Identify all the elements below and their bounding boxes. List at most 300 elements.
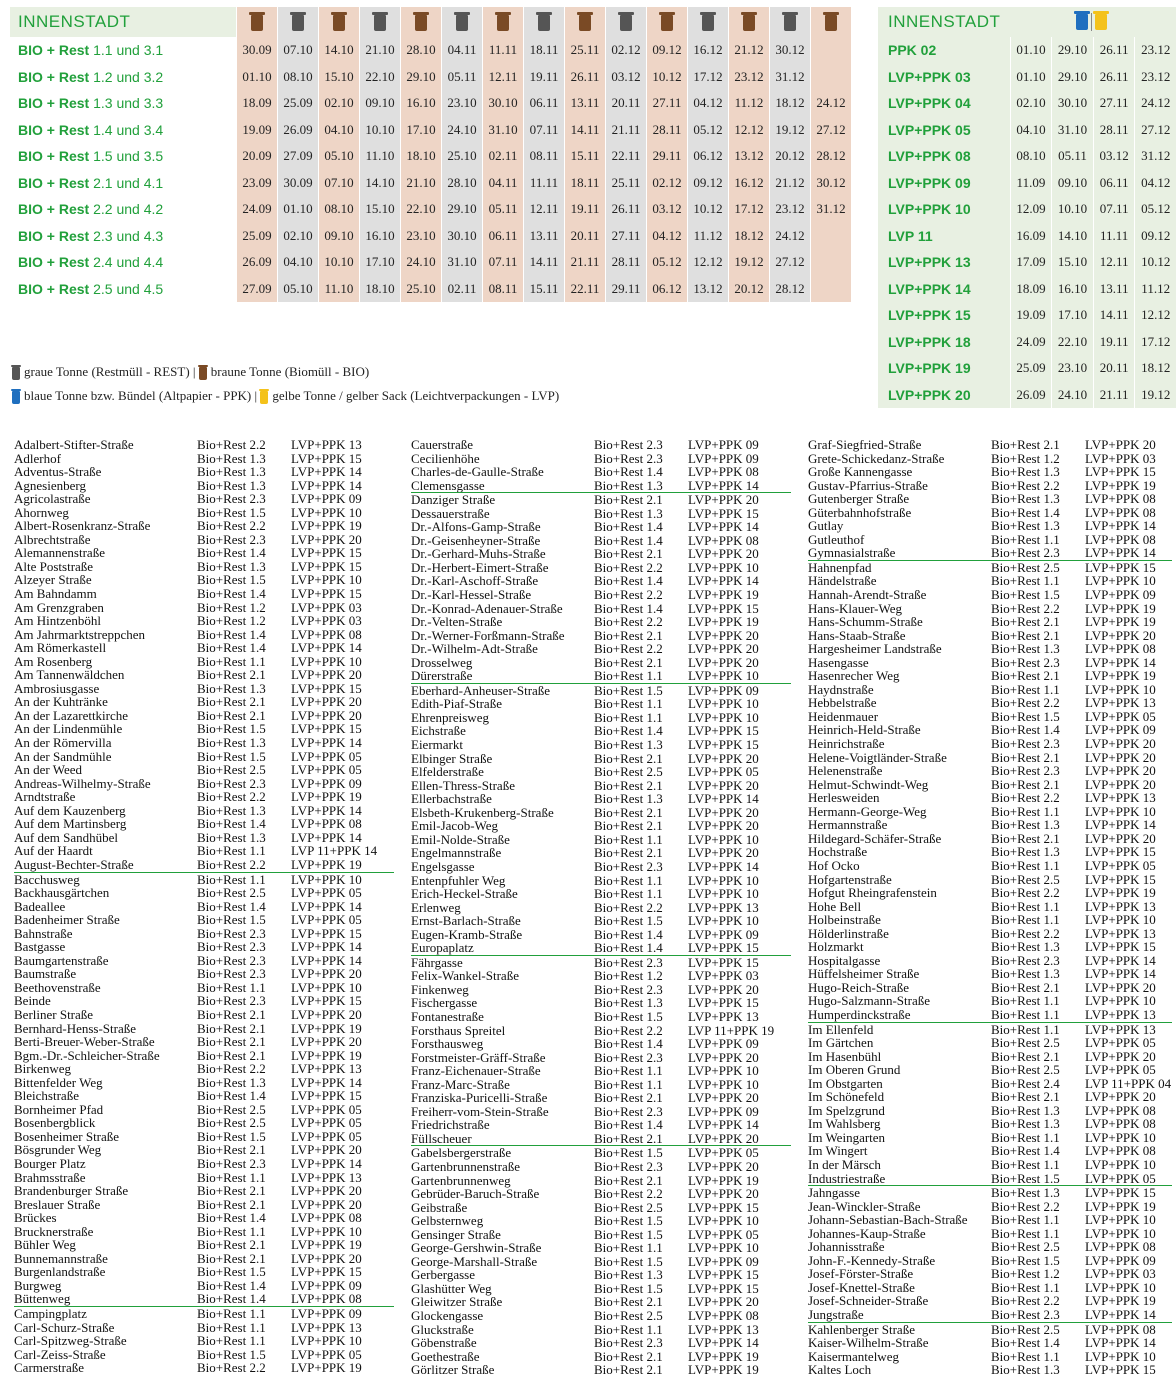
- lvp-ppk-zone: LVP+PPK 20: [1085, 749, 1156, 765]
- street-list-item: [808, 602, 1172, 616]
- lvp-ppk-zone: LVP+PPK 05: [291, 912, 362, 928]
- street-list-item: [14, 872, 394, 887]
- lvp-ppk-zone: LVP+PPK 15: [1085, 844, 1156, 860]
- row-label: LVP+PPK 19: [888, 360, 971, 377]
- bio-rest-zone: Bio+Rest 1.1: [197, 1223, 266, 1239]
- date-cell: 02.11: [482, 143, 523, 170]
- street-name: Hofgartenstraße: [808, 871, 892, 887]
- street-name: Albrechtstraße: [14, 531, 91, 547]
- street-name: Entenpfuhler Weg: [411, 872, 506, 888]
- street-list-item: [808, 832, 1172, 846]
- street-list-item: [808, 588, 1172, 602]
- street-list-column-2: [411, 438, 791, 1377]
- date-cell: [810, 249, 851, 276]
- street-name: Dessauerstraße: [411, 505, 490, 521]
- street-name: Bosenheimer Straße: [14, 1128, 120, 1144]
- lvp-ppk-zone: LVP+PPK 19: [291, 1020, 362, 1036]
- bin-header-cell: [810, 7, 851, 37]
- street-name: Franz-Marc-Straße: [411, 1076, 510, 1092]
- street-list-item: [14, 1238, 394, 1252]
- lvp-ppk-zone: LVP+PPK 15: [1085, 559, 1156, 575]
- bio-rest-zone: Bio+Rest 2.3: [991, 736, 1060, 752]
- street-list-item: [14, 1198, 394, 1212]
- lvp-ppk-zone: LVP+PPK 09: [688, 450, 759, 466]
- row-label: [10, 249, 236, 276]
- lvp-ppk-zone: LVP+PPK 15: [688, 940, 759, 956]
- bio-rest-zone: Bio+Rest 2.3: [991, 654, 1060, 670]
- row-label: LVP+PPK 18: [888, 333, 971, 350]
- date-cell: 27.11: [605, 223, 646, 250]
- bin-header-cell: [564, 7, 605, 37]
- street-list-item: [14, 804, 394, 818]
- street-list-item: [411, 833, 791, 847]
- street-name: Hüffelsheimer Straße: [808, 966, 920, 982]
- street-name: Forsthausweg: [411, 1036, 484, 1052]
- gray-bin-icon: [702, 15, 714, 31]
- row-label-type: BIO + Rest: [18, 148, 90, 165]
- lvp-ppk-zone: LVP+PPK 10: [1085, 1348, 1156, 1364]
- street-list-item: [411, 846, 791, 860]
- street-name: Erich-Heckel-Straße: [411, 886, 518, 902]
- lvp-ppk-zone: LVP+PPK 10: [688, 709, 759, 725]
- date-cell: 04.11: [441, 37, 482, 64]
- date-cell: 23.12: [769, 196, 810, 223]
- date-cell: 31.12: [769, 64, 810, 91]
- street-name: Hargesheimer Landstraße: [808, 641, 942, 657]
- bio-rest-zone: Bio+Rest 2.2: [991, 1198, 1060, 1214]
- date-cell: 29.10: [400, 64, 441, 91]
- date-cell: 19.09: [236, 117, 277, 144]
- bin-header-cell: [318, 7, 359, 37]
- date-cell: 08.11: [523, 143, 564, 170]
- street-name: Gluckstraße: [411, 1321, 474, 1337]
- street-list-item: [411, 479, 791, 493]
- street-name: Gutleuthof: [808, 531, 865, 547]
- street-name: Geibstraße: [411, 1199, 468, 1215]
- street-name: An der Weed: [14, 762, 83, 778]
- lvp-ppk-zone: LVP+PPK 05: [1085, 1170, 1156, 1186]
- bio-rest-zone: Bio+Rest 2.1: [197, 667, 266, 683]
- lvp-ppk-zone: LVP+PPK 09: [291, 1306, 362, 1321]
- street-name: Eberhard-Anheuser-Straße: [411, 682, 551, 698]
- street-list-item: [14, 844, 394, 858]
- bio-rest-zone: Bio+Rest 1.2: [991, 450, 1060, 466]
- bio-rest-zone: Bio+Rest 2.1: [197, 1034, 266, 1050]
- street-name: Finkenweg: [411, 981, 469, 997]
- lvp-ppk-zone: LVP+PPK 19: [688, 587, 759, 603]
- lvp-ppk-zone: LVP+PPK 14: [1085, 1335, 1156, 1351]
- street-name: Bgm.-Dr.-Schleicher-Straße: [14, 1047, 160, 1063]
- bio-rest-zone: Bio+Rest 1.1: [197, 1169, 266, 1185]
- date-cell: 16.12: [728, 170, 769, 197]
- bio-rest-zone: Bio+Rest 2.1: [594, 1130, 663, 1146]
- street-name: Hans-Klauer-Weg: [808, 600, 902, 616]
- street-list-item: [808, 1008, 1172, 1022]
- bio-rest-zone: Bio+Rest 1.5: [197, 721, 266, 737]
- lvp-ppk-zone: LVP+PPK 05: [688, 1226, 759, 1242]
- street-list-item: [411, 1282, 791, 1296]
- row-label-zones: 2.3 und 4.3: [93, 227, 164, 244]
- table-row: [878, 223, 1176, 250]
- street-list-item: [411, 697, 791, 711]
- row-label: LVP+PPK 15: [888, 307, 971, 324]
- lvp-ppk-zone: LVP+PPK 15: [291, 925, 362, 941]
- street-list-item: [808, 1172, 1172, 1186]
- street-list-item: [808, 1077, 1172, 1091]
- bio-rest-zone: Bio+Rest 2.2: [991, 695, 1060, 711]
- street-list-item: [14, 790, 394, 804]
- street-name: Baumgartenstraße: [14, 952, 109, 968]
- street-list-item: [808, 994, 1172, 1008]
- date-cell: 19.12: [769, 117, 810, 144]
- lvp-ppk-zone: LVP+PPK 08: [1085, 1102, 1156, 1118]
- street-list-item: [808, 764, 1172, 778]
- date-cell: 16.09: [1010, 223, 1052, 250]
- area-title: INNENSTADT: [888, 12, 1001, 31]
- street-list-item: [14, 1116, 394, 1130]
- brown-bin-icon: [333, 15, 345, 31]
- row-label-type: BIO + Rest: [18, 174, 90, 191]
- bio-rest-zone: Bio+Rest 2.5: [594, 1199, 663, 1215]
- street-name: Emil-Nolde-Straße: [411, 831, 510, 847]
- lvp-ppk-zone: LVP+PPK 20: [688, 1130, 759, 1146]
- street-list-item: [411, 1051, 791, 1065]
- bio-rest-zone: Bio+Rest 2.3: [197, 1155, 266, 1171]
- date-cell: 11.12: [687, 223, 728, 250]
- street-name: Agricolastraße: [14, 491, 91, 507]
- street-list-item: [14, 858, 394, 872]
- bio-rest-zone: Bio+Rest 2.1: [594, 818, 663, 834]
- bio-rest-zone: Bio+Rest 1.1: [991, 912, 1060, 928]
- street-name: Gelbsternweg: [411, 1213, 484, 1229]
- street-list-item: [411, 1268, 791, 1282]
- street-list-column-1: [14, 438, 394, 1375]
- street-name: Kaisermantelweg: [808, 1348, 899, 1364]
- brown-bin-icon: [579, 15, 591, 31]
- date-cell: 24.09: [236, 196, 277, 223]
- bio-rest-zone: Bio+Rest 2.3: [197, 775, 266, 791]
- street-name: Dr.-Herbert-Eimert-Straße: [411, 559, 549, 575]
- street-list-item: [808, 1254, 1172, 1268]
- street-name: Jean-Winckler-Straße: [808, 1198, 921, 1214]
- street-name: Baumstraße: [14, 966, 77, 982]
- street-name: Im Oberen Grund: [808, 1062, 901, 1078]
- table-row: [878, 355, 1176, 382]
- bio-rest-zone: Bio+Rest 2.1: [991, 668, 1060, 684]
- lvp-ppk-zone: LVP+PPK 13: [291, 1169, 362, 1185]
- bio-rest-zone: Bio+Rest 2.1: [991, 627, 1060, 643]
- street-name: Dr.-Alfons-Gamp-Straße: [411, 519, 541, 535]
- lvp-ppk-zone: LVP+PPK 20: [688, 845, 759, 861]
- street-list-item: [411, 765, 791, 779]
- street-list-item: [808, 1131, 1172, 1145]
- street-list-item: [808, 913, 1172, 927]
- date-cell: [810, 37, 851, 64]
- date-cell: 22.10: [359, 64, 400, 91]
- street-name: Engelmannstraße: [411, 845, 502, 861]
- bio-rest-zone: Bio+Rest 1.5: [991, 1252, 1060, 1268]
- date-cell: 10.10: [359, 117, 400, 144]
- date-cell: 01.10: [277, 196, 318, 223]
- bio-rest-zone: Bio+Rest 1.2: [197, 599, 266, 615]
- street-list-item: [411, 642, 791, 656]
- date-cell: 07.11: [523, 117, 564, 144]
- lvp-ppk-zone: LVP+PPK 20: [688, 641, 759, 657]
- bio-rest-zone: Bio+Rest 1.4: [594, 926, 663, 942]
- street-list-item: [411, 683, 791, 698]
- row-label-zones: 2.1 und 4.1: [93, 174, 164, 191]
- street-list-item: [411, 561, 791, 575]
- date-cell: 23.12: [728, 64, 769, 91]
- street-name: Clemensgasse: [411, 477, 485, 493]
- street-list-item: [411, 574, 791, 588]
- bio-rest-zone: Bio+Rest 1.1: [197, 979, 266, 995]
- bio-rest-zone: Bio+Rest 2.1: [594, 1348, 663, 1364]
- date-cell: 07.11: [1093, 196, 1135, 223]
- bio-rest-zone: Bio+Rest 2.1: [991, 979, 1060, 995]
- lvp-ppk-zone: LVP+PPK 05: [1085, 1035, 1156, 1051]
- row-label-zones: 1.2 und 3.2: [93, 68, 164, 85]
- date-cell: 01.10: [1010, 37, 1052, 64]
- lvp-ppk-zone: LVP+PPK 05: [688, 1145, 759, 1161]
- street-list-item: [411, 1078, 791, 1092]
- street-name: Holbeinstraße: [808, 912, 881, 928]
- legend-line-1: [12, 360, 559, 384]
- bio-rest-zone: Bio+Rest 1.5: [594, 1145, 663, 1161]
- date-cell: 06.11: [482, 223, 523, 250]
- bio-rest-zone: Bio+Rest 1.5: [594, 682, 663, 698]
- bio-rest-zone: Bio+Rest 1.1: [197, 653, 266, 669]
- date-cell: 19.11: [564, 196, 605, 223]
- date-cell: 04.10: [318, 117, 359, 144]
- date-cell: 15.10: [1051, 249, 1093, 276]
- date-cell: 04.10: [1010, 117, 1052, 144]
- date-cell: 04.12: [687, 90, 728, 117]
- bio-rest-zone: Bio+Rest 1.3: [197, 680, 266, 696]
- bio-rest-zone: Bio+Rest 1.4: [197, 816, 266, 832]
- date-cell: 18.11: [523, 37, 564, 64]
- lvp-ppk-zone: LVP+PPK 13: [291, 1061, 362, 1077]
- street-list-item: [808, 1350, 1172, 1364]
- gray-bin-icon: [292, 15, 304, 31]
- street-name: Brandenburger Straße: [14, 1183, 129, 1199]
- date-cell: 25.10: [400, 276, 441, 303]
- street-list-item: [808, 1117, 1172, 1131]
- lvp-ppk-zone: LVP+PPK 09: [1085, 587, 1156, 603]
- date-cell: 24.12: [810, 90, 851, 117]
- date-cell: 28.10: [400, 37, 441, 64]
- bio-rest-zone: Bio+Rest 1.4: [197, 586, 266, 602]
- date-cell: 27.11: [1093, 90, 1135, 117]
- street-name: Güterbahnhofstraße: [808, 504, 912, 520]
- street-list-item: [14, 913, 394, 927]
- bio-rest-zone: Bio+Rest 1.5: [594, 1213, 663, 1229]
- street-list-item: [14, 1130, 394, 1144]
- lvp-ppk-zone: LVP+PPK 20: [291, 1034, 362, 1050]
- date-cell: 20.11: [1093, 355, 1135, 382]
- bio-rest-zone: Bio+Rest 1.1: [991, 1279, 1060, 1295]
- lvp-ppk-zone: LVP+PPK 19: [688, 614, 759, 630]
- bio-rest-zone: Bio+Rest 2.1: [197, 1006, 266, 1022]
- street-list-item: [411, 1105, 791, 1119]
- lvp-ppk-zone: LVP+PPK 15: [291, 558, 362, 574]
- date-cell: 25.09: [277, 90, 318, 117]
- street-list-item: [14, 1279, 394, 1293]
- lvp-ppk-zone: LVP+PPK 13: [291, 1319, 362, 1335]
- date-cell: 18.12: [728, 223, 769, 250]
- date-cell: 11.09: [1010, 170, 1052, 197]
- lvp-ppk-zone: LVP+PPK 10: [1085, 1212, 1156, 1228]
- lvp-ppk-zone: LVP+PPK 15: [688, 1199, 759, 1215]
- lvp-ppk-zone: LVP+PPK 13: [1085, 790, 1156, 806]
- date-cell: 13.11: [523, 223, 564, 250]
- date-cell: 04.12: [1134, 170, 1176, 197]
- date-cell: 10.10: [318, 249, 359, 276]
- bio-rest-zone: Bio+Rest 2.3: [991, 952, 1060, 968]
- date-cell: 19.11: [1093, 329, 1135, 356]
- bio-rest-zone: Bio+Rest 1.3: [197, 558, 266, 574]
- date-cell: 02.11: [441, 276, 482, 303]
- table-header-row: [10, 7, 851, 37]
- date-cell: 14.11: [564, 117, 605, 144]
- bio-rest-zone: Bio+Rest 1.5: [197, 912, 266, 928]
- bio-rest-zone: Bio+Rest 2.2: [594, 641, 663, 657]
- street-name: Forstmeister-Gräff-Straße: [411, 1049, 546, 1065]
- lvp-ppk-zone: LVP+PPK 03: [688, 968, 759, 984]
- lvp-ppk-zone: LVP+PPK 10: [688, 1076, 759, 1092]
- street-list-item: [808, 696, 1172, 710]
- date-cell: 04.10: [277, 249, 318, 276]
- brown-bin-icon: [661, 15, 673, 31]
- legend-lvp: gelbe Tonne / gelber Sack (Leichtverpackungen - LVP): [272, 388, 560, 403]
- bio-rest-zone: Bio+Rest 1.3: [991, 966, 1060, 982]
- street-name: Dr.-Gerhard-Muhs-Straße: [411, 546, 546, 562]
- street-list-item: [411, 602, 791, 616]
- lvp-ppk-zone: LVP+PPK 10: [291, 979, 362, 995]
- date-cell: 14.11: [1093, 302, 1135, 329]
- bio-rest-zone: Bio+Rest 2.1: [594, 750, 663, 766]
- date-cell: 27.09: [277, 143, 318, 170]
- date-cell: 17.10: [359, 249, 400, 276]
- street-list-item: [808, 1227, 1172, 1241]
- street-list-item: [14, 736, 394, 750]
- street-name: Elfelderstraße: [411, 764, 484, 780]
- lvp-ppk-zone: LVP+PPK 14: [688, 477, 759, 493]
- lvp-ppk-zone: LVP+PPK 10: [1085, 1129, 1156, 1145]
- lvp-ppk-zone: LVP+PPK 14: [1085, 966, 1156, 982]
- gray-bin-icon: [620, 15, 632, 31]
- date-cell: 18.12: [769, 90, 810, 117]
- street-list-item: [14, 1049, 394, 1063]
- row-label-type: BIO + Rest: [18, 95, 90, 112]
- street-list-item: [808, 886, 1172, 900]
- date-cell: 24.10: [1051, 382, 1093, 409]
- bio-rest-zone: Bio+Rest 1.4: [594, 464, 663, 480]
- bio-rest-zone: Bio+Rest 1.5: [594, 1280, 663, 1296]
- lvp-ppk-zone: LVP+PPK 15: [291, 586, 362, 602]
- street-name: Brucknerstraße: [14, 1223, 94, 1239]
- date-cell: 31.10: [1051, 117, 1093, 144]
- bio-rest-zone: Bio+Rest 1.5: [594, 1226, 663, 1242]
- bio-rest-zone: Bio+Rest 1.1: [594, 872, 663, 888]
- bio-rest-zone: Bio+Rest 2.1: [991, 776, 1060, 792]
- row-label: PPK 02: [888, 42, 937, 59]
- street-list-item: [411, 779, 791, 793]
- bio-rest-zone: Bio+Rest 1.1: [594, 696, 663, 712]
- bio-rest-zone: Bio+Rest 2.3: [197, 966, 266, 982]
- street-name: Alzeyer Straße: [14, 572, 92, 588]
- area-title: INNENSTADT: [10, 7, 236, 37]
- street-list-item: [808, 1036, 1172, 1050]
- bio-rest-zone: Bio+Rest 1.4: [594, 1036, 663, 1052]
- date-cell: 26.11: [564, 64, 605, 91]
- legend-ppk: blaue Tonne bzw. Bündel (Altpapier - PPK): [24, 388, 252, 403]
- lvp-ppk-zone: LVP+PPK 09: [688, 1036, 759, 1052]
- row-label: [10, 196, 236, 223]
- bio-rest-zone: Bio+Rest 1.2: [991, 1266, 1060, 1282]
- street-list-item: [808, 791, 1172, 805]
- table-row: [10, 170, 851, 197]
- bio-rest-zone: Bio+Rest 1.4: [197, 545, 266, 561]
- street-list-item: [411, 860, 791, 874]
- date-cell: 31.10: [441, 249, 482, 276]
- street-list-item: [411, 1255, 791, 1269]
- bio-rest-zone: Bio+Rest 1.4: [197, 626, 266, 642]
- blue-bin-icon: [12, 391, 20, 404]
- lvp-ppk-zone: LVP 11+PPK 14: [291, 843, 378, 859]
- bio-rest-zone: Bio+Rest 1.1: [594, 709, 663, 725]
- lvp-ppk-zone: LVP+PPK 15: [688, 723, 759, 739]
- lvp-ppk-zone: LVP+PPK 13: [1085, 1006, 1156, 1022]
- bio-rest-zone: Bio+Rest 2.1: [594, 1090, 663, 1106]
- bio-rest-zone: Bio+Rest 2.3: [197, 952, 266, 968]
- lvp-ppk-zone: LVP+PPK 20: [1085, 1048, 1156, 1064]
- lvp-ppk-zone: LVP+PPK 14: [1085, 545, 1156, 561]
- date-cell: 05.12: [1134, 196, 1176, 223]
- lvp-ppk-zone: LVP+PPK 03: [1085, 450, 1156, 466]
- date-cell: 12.12: [728, 117, 769, 144]
- date-cell: 27.12: [810, 117, 851, 144]
- street-list-item: [411, 1064, 791, 1078]
- street-list-item: [14, 1265, 394, 1279]
- row-label-zones: 1.1 und 3.1: [93, 42, 164, 59]
- street-list-item: [411, 792, 791, 806]
- row-label-type: BIO + Rest: [18, 68, 90, 85]
- blue-bin-icon: [1076, 14, 1088, 30]
- lvp-ppk-zone: LVP+PPK 19: [291, 1237, 362, 1253]
- street-name: Johann-Sebastian-Bach-Straße: [808, 1212, 968, 1228]
- date-cell: 26.09: [277, 117, 318, 144]
- bio-rest-zone: Bio+Rest 1.4: [594, 573, 663, 589]
- lvp-ppk-zone: LVP+PPK 10: [688, 831, 759, 847]
- row-label: LVP+PPK 08: [888, 148, 971, 165]
- date-cell: 26.11: [1093, 37, 1135, 64]
- bio-rest-zone: Bio+Rest 1.3: [197, 735, 266, 751]
- lvp-ppk-zone: LVP+PPK 10: [688, 1240, 759, 1256]
- bio-rest-zone: Bio+Rest 1.1: [991, 993, 1060, 1009]
- date-cell: 21.11: [1093, 382, 1135, 409]
- date-cell: 25.11: [605, 170, 646, 197]
- street-name: An der Römervilla: [14, 735, 112, 751]
- date-cell: 09.10: [359, 90, 400, 117]
- lvp-ppk-zone: LVP+PPK 15: [688, 954, 759, 970]
- street-name: Helenenstraße: [808, 763, 883, 779]
- date-cell: 28.11: [646, 117, 687, 144]
- street-list-item: [14, 695, 394, 709]
- street-name: Freiherr-vom-Stein-Straße: [411, 1103, 549, 1119]
- lvp-ppk-zone: LVP+PPK 19: [1085, 600, 1156, 616]
- bio-rest-zone: Bio+Rest 1.2: [594, 968, 663, 984]
